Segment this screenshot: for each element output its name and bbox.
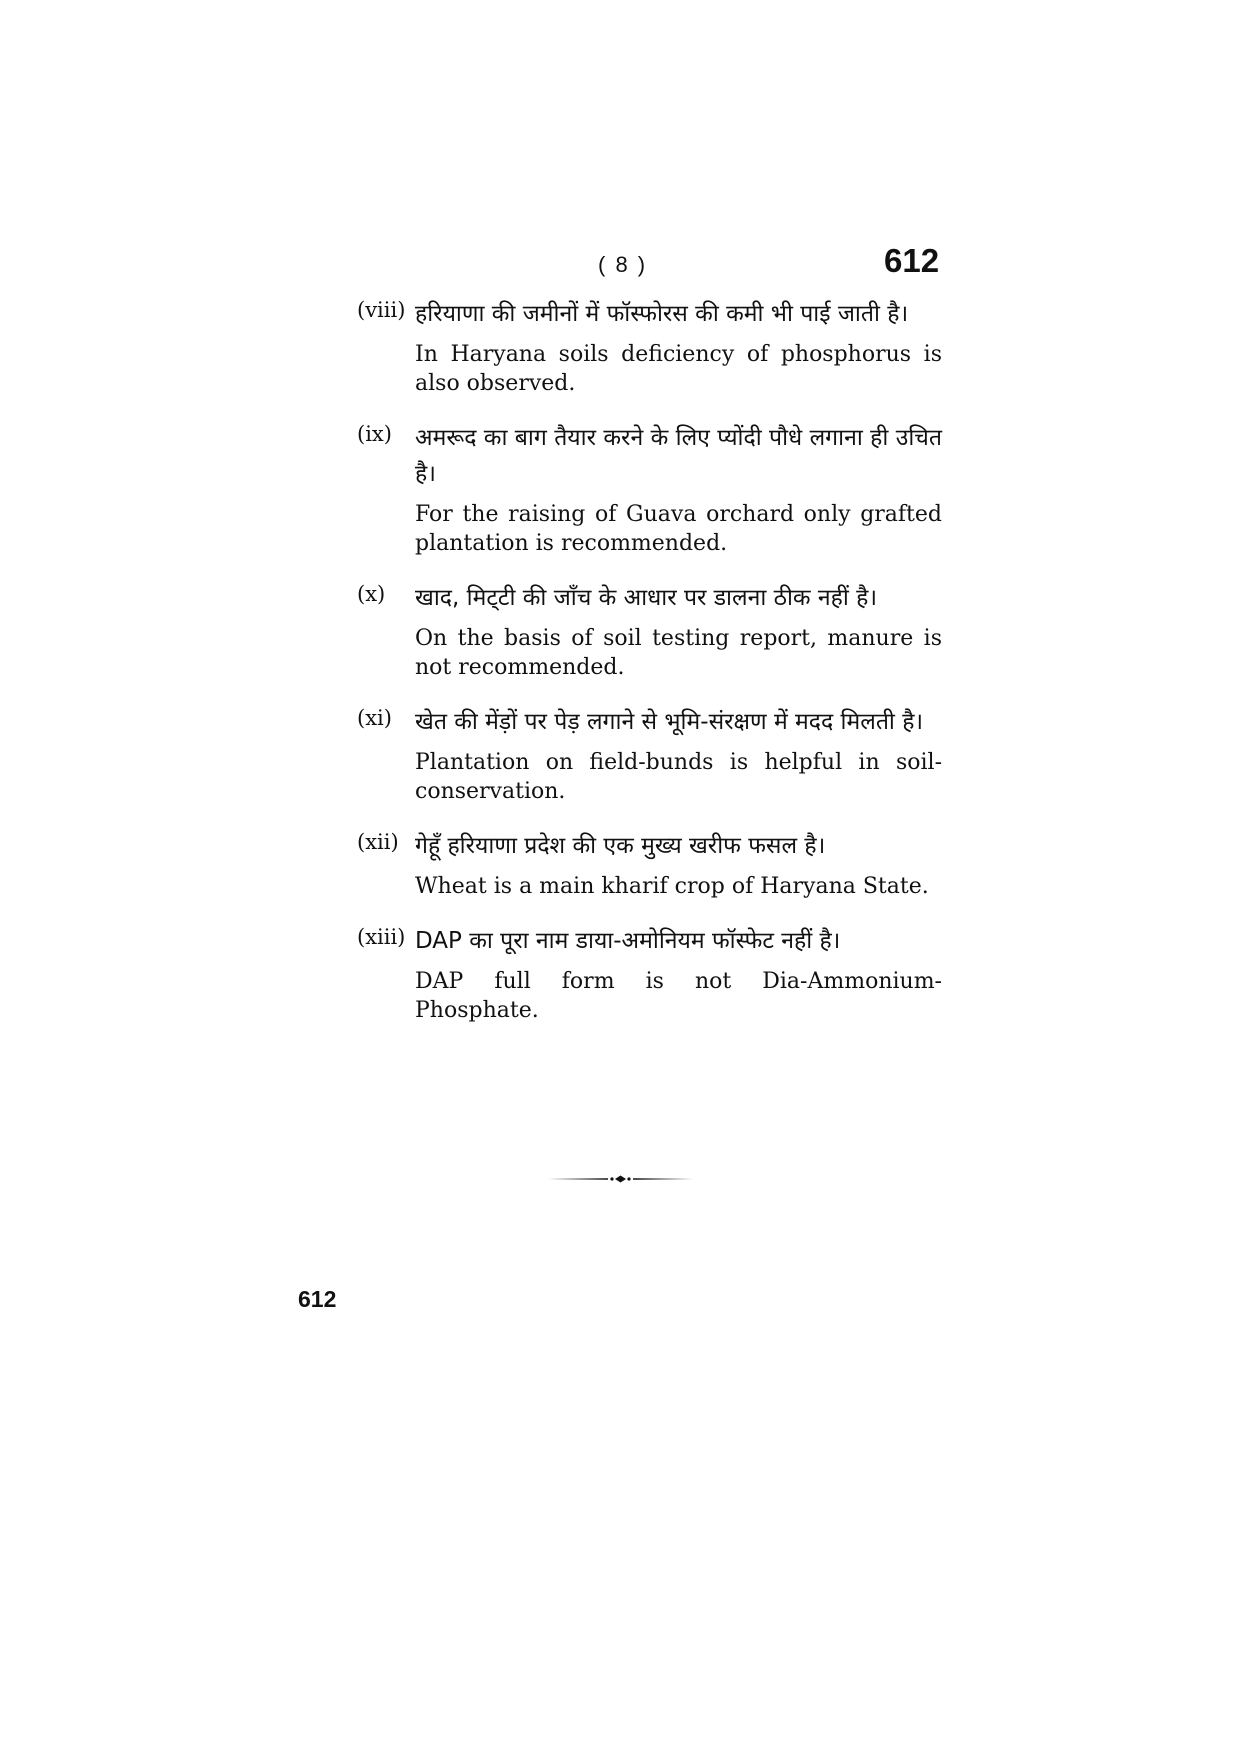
hindi-statement: गेहूँ हरियाणा प्रदेश की एक मुख्य खरीफ फसल है। [415,833,826,859]
question-item-viii [357,296,942,398]
item-number: (ix) [357,422,392,446]
english-statement: Wheat is a main kharif crop of Haryana State. [415,874,929,899]
question-item-x [357,580,942,682]
paper-code-header: 612 [884,242,940,279]
question-item-xiii [357,923,942,1025]
hindi-statement: अमरूद का बाग तैयार करने के लिए प्योंदी पौधे लगाना ही उचित है। [415,425,942,487]
item-number: (xi) [357,706,392,730]
english-statement: DAP full form is not Dia-Ammonium-Phosphate. [415,969,942,1023]
item-number: (xiii) [357,925,406,949]
english-statement: Plantation on field-bunds is helpful in soil-conservation. [415,750,942,804]
question-list [357,296,942,1047]
paper-code-footer: 612 [298,1286,337,1312]
hindi-statement: खाद, मिट्‌टी की जाँच के आधार पर डालना ठीक नहीं है। [415,585,878,611]
item-number: (viii) [357,298,406,322]
page-number: ( 8 ) [598,252,648,277]
english-statement: In Haryana soils deficiency of phosphorus is also observed. [415,342,942,396]
english-statement: On the basis of soil testing report, manure is not recommended. [415,626,942,680]
question-item-xi [357,704,942,806]
question-item-xii [357,828,942,901]
hindi-statement: हरियाणा की जमीनों में फॉस्फोरस की कमी भी पाई जाती है। [415,301,909,327]
english-statement: For the raising of Guava orchard only grafted plantation is recommended. [415,502,942,556]
hindi-statement: खेत की मेंड़ों पर पेड़ लगाने से भूमि-संरक्षण में मदद मिलती है। [415,709,924,735]
item-number: (x) [357,582,386,606]
question-item-ix [357,420,942,558]
end-ornament-icon [548,1174,693,1184]
hindi-statement: DAP का पूरा नाम डाया-अमोनियम फॉस्फेट नहीं है। [415,928,841,954]
item-number: (xii) [357,830,399,854]
